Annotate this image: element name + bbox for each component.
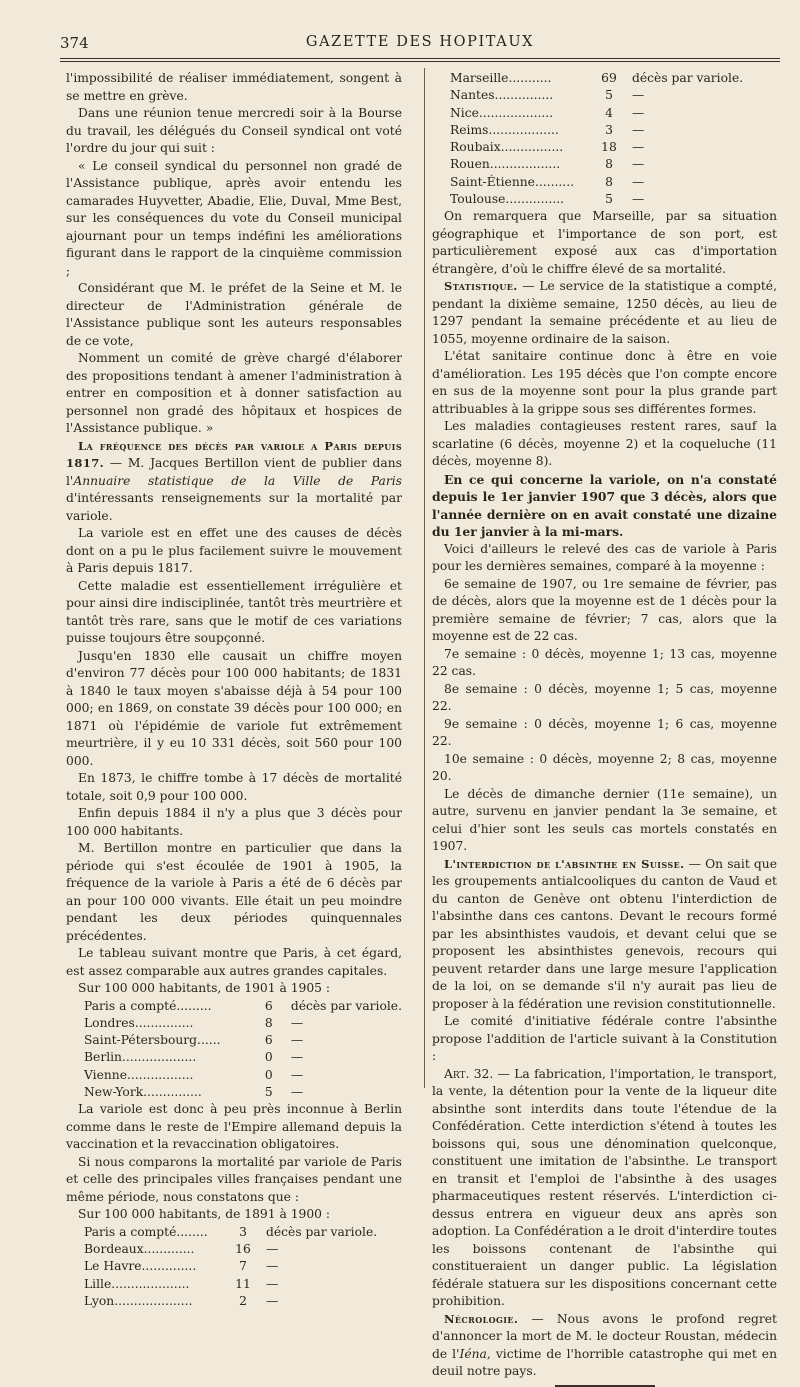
unit-cell: décès par variole. [290, 998, 402, 1013]
week-line: 7e semaine : 0 décès, moyenne 1; 13 cas, moyenne 22 cas. [432, 646, 777, 679]
header-rule-bottom [60, 61, 780, 62]
paragraph: M. Bertillon montre en particulier que dans la période qui s'est écoulée de 1901 à 1905, la fréquence de la variole à Paris a été de 6 décès par an pour 100 000 vivants. Elle était un peu moindre pendant les deux périodes quinquennales précédentes. [66, 841, 402, 943]
city-cell: Roubaix................ [450, 140, 564, 155]
table-row [84, 998, 402, 1015]
value-cell: 3 [239, 1224, 247, 1239]
paragraph: Enfin depuis 1884 il n'y a plus que 3 décès pour 100 000 habitants. [66, 806, 402, 838]
unit-cell: — [632, 192, 645, 207]
table-row [450, 87, 743, 104]
table-row [450, 174, 743, 191]
table-row [84, 1258, 377, 1275]
unit-cell: — [632, 88, 645, 103]
value-cell: 0 [264, 1050, 273, 1065]
table-row [84, 1049, 402, 1066]
city-cell: Paris a compté......... [84, 998, 212, 1013]
city-cell: Bordeaux............. [84, 1242, 195, 1257]
value-cell: 18 [601, 140, 617, 155]
value-cell: 11 [235, 1276, 251, 1291]
table-row [84, 1224, 377, 1241]
city-cell: Nice................... [450, 105, 554, 120]
value-cell: 16 [235, 1242, 251, 1257]
french-cities-table [84, 1224, 377, 1310]
paragraph: Nomment un comité de grève chargé d'élaborer des propositions tendant à amener l'administration à entrer en composition et à donner satisfaction au personnel non gradé des hôpitaux et hospices de l'Assistance publique. » [66, 351, 402, 435]
left-column [66, 70, 402, 1310]
text-run: — On sait que les groupements antialcooliques du canton de Vaud et du canton de Genève ont obtenu l'interdiction de l'absinthe dans ces cantons. Devant le recours formé par les absinthistes vaudois, et devant celui que se proposent les absinthistes genevois, recours qui peuvent retarder dans une large mesure l'application de la loi, on se demande s'il n'y aurait pas lieu de proposer à la fédération une revision constitutionnelle. [432, 856, 777, 1011]
value-cell: 0 [264, 1067, 273, 1082]
text-run: , victime de l'horrible catastrophe qui met en deuil notre pays. [432, 1346, 777, 1379]
unit-cell: — [290, 1084, 304, 1099]
city-cell: Lille.................... [84, 1276, 190, 1291]
article-label: Art. 32. [444, 1066, 494, 1081]
text-run: — Le service de la statistique a compté, pendant la dixième semaine, 1250 décès, au lieu de 1297 pendant la semaine précédente et au lieu de 1055, moyenne ordinaire de la saison. [432, 279, 777, 346]
unit-cell: — [266, 1293, 279, 1308]
paragraph: Si nous comparons la mortalité par variole de Paris et celle des principales villes françaises pendant une même période, nous constatons que : [66, 1154, 402, 1204]
city-cell: Berlin................... [84, 1050, 197, 1065]
table-row [84, 1084, 402, 1101]
unit-cell: décès par variole. [266, 1224, 378, 1239]
paragraph: Cette maladie est essentiellement irrégulière et pour ainsi dire indisciplinée, tantôt très meurtrière et tantôt très rare, sans que le motif de ces variations puisse toujours être soupçonné. [66, 578, 402, 645]
section-variole [66, 438, 402, 526]
text-run: d'intéressants renseignements sur la mortalité par variole. [66, 491, 402, 523]
paragraph: « Le conseil syndical du personnel non gradé de l'Assistance publique, après avoir entendu les camarades Huyvetter, Abadie, Elie, Duval, Mme Best, sur les conséquences du vote du Conseil municipal ajournant pour un temps indéfini les améliorations figurant dans le rapport de la cinquième commission ; [66, 158, 402, 278]
unit-cell: — [290, 1033, 304, 1048]
city-cell: Nantes............... [450, 88, 554, 103]
journal-title: GAZETTE DES HOPITAUX [305, 34, 535, 50]
paragraph: Les maladies contagieuses restent rares, sauf la scarlatine (6 décès, moyenne 2) et la coqueluche (11 décès, moyenne 8). [432, 419, 777, 469]
paragraph: Le décès de dimanche dernier (11e semaine), un autre, survenu en janvier pendant la 3e semaine, et celui d'hier sont les seuls cas mortels constatés en 1907. [432, 786, 777, 854]
table-row [84, 1241, 377, 1258]
table-row [450, 139, 743, 156]
text-run: — La fabrication, l'importation, le transport, la vente, la détention pour la vente de la liqueur dite absinthe sont interdits dans toute l'étendue de la Confédération. Cette interdiction s'étend à toutes les boissons qui, sous une dénomination quelconque, constituent une imitation de l'absinthe. Le transport en transit et l'emploi de l'absinthe à des usages pharmaceutiques restent réservés. L'interdiction ci-dessus entrera en vigueur deux ans après son adoption. La Confédération a le droit d'interdire toutes les boissons contenant de l'absinthe qui constitueraient un danger public. La législation fédérale statuera sur les dispositions concernant cette prohibition. [432, 1066, 777, 1309]
header-rule-top [60, 58, 780, 59]
unit-cell: — [632, 122, 645, 137]
paragraph: l'impossibilité de réaliser immédiatement, songent à se mettre en grève. [66, 71, 402, 103]
unit-cell: — [632, 174, 645, 189]
value-cell: 5 [605, 88, 613, 103]
unit-cell: — [632, 157, 645, 172]
table-row [450, 105, 743, 122]
table-row [450, 122, 743, 139]
paragraph: Sur 100 000 habitants, de 1891 à 1900 : [78, 1207, 331, 1222]
table-row [450, 156, 743, 173]
section-absinthe [432, 856, 777, 1014]
paragraph: Sur 100 000 habitants, de 1901 à 1905 : [78, 981, 331, 995]
paragraph: Jusqu'en 1830 elle causait un chiffre moyen d'environ 77 décès pour 100 000 habitants; de 1831 à 1840 le taux moyen s'abaisse déjà à 54 pour 100 000; en 1869, on constate 39 décès pour 100 000; en 1871 où l'épidémie de variole fut extrêmement meurtrière, il y eu 10 331 décès, soit 560 pour 100 000. [66, 648, 402, 768]
value-cell: 6 [264, 998, 273, 1013]
value-cell: 3 [605, 122, 613, 137]
right-column [432, 70, 777, 1387]
unit-cell: — [290, 1067, 304, 1082]
week-line: 10e semaine : 0 décès, moyenne 2; 8 cas, moyenne 20. [432, 751, 777, 784]
paragraph: L'état sanitaire continue donc à être en voie d'amélioration. Les 195 décès que l'on compte encore en sus de la moyenne sont pour la plus grande part attribuables à la grippe sous ses différentes formes. [432, 349, 777, 416]
table-row [450, 70, 743, 87]
table-row [84, 1015, 402, 1032]
value-cell: 4 [605, 105, 613, 120]
week-line: 8e semaine : 0 décès, moyenne 1; 5 cas, moyenne 22. [432, 681, 777, 714]
section-heading: Nécrologie. [444, 1311, 519, 1326]
paragraph: Le tableau suivant montre que Paris, à cet égard, est assez comparable aux autres grandes capitales. [66, 946, 402, 978]
city-cell: Vienne................. [84, 1067, 194, 1082]
paragraph: La variole est en effet une des causes de décès dont on a pu le plus facilement suivre le mouvement à Paris depuis 1817. [66, 526, 402, 575]
page-header [60, 30, 780, 56]
paragraph: Le comité d'initiative fédérale contre l'absinthe propose l'addition de l'article suivant à la Constitution : [432, 1014, 777, 1064]
page-number: 374 [60, 34, 89, 52]
city-cell: Toulouse............... [450, 192, 565, 207]
paragraph: Dans une réunion tenue mercredi soir à la Bourse du travail, les délégués du Conseil syndical ont voté l'ordre du jour qui suit : [66, 106, 402, 155]
unit-cell: — [632, 105, 645, 120]
table-row [450, 191, 743, 208]
article-32 [432, 1066, 777, 1311]
capitals-table [84, 998, 402, 1102]
paragraph: En ce qui concerne la variole, on n'a constaté depuis le 1er janvier 1907 que 3 décès, alors que l'année dernière on en avait constaté une dizaine du 1er janvier à la mi-mars. [432, 471, 777, 540]
value-cell: 2 [239, 1293, 247, 1308]
city-cell: Saint-Pétersbourg...... [84, 1033, 221, 1048]
city-cell: Paris a compté........ [84, 1224, 208, 1239]
section-heading: La fréquence des décès par variole a Paris depuis 1817. [66, 438, 402, 470]
paragraph: On remarquera que Marseille, par sa situation géographique et l'importance de son port, est particulièrement exposé aux cas d'importation étrangère, d'où le chiffre élevé de sa mortalité. [432, 209, 777, 276]
table-row [84, 1276, 377, 1293]
city-cell: Saint-Étienne.......... [450, 174, 575, 189]
text-run: — M. Jacques Bertillon vient de publier dans l' [66, 456, 402, 488]
city-cell: Le Havre.............. [84, 1259, 197, 1274]
unit-cell: décès par variole. [632, 71, 744, 85]
section-heading: L'interdiction de l'absinthe en Suisse. [444, 856, 685, 871]
table-row [84, 1293, 377, 1310]
paragraph: En 1873, le chiffre tombe à 17 décès de mortalité totale, soit 0,9 pour 100 000. [66, 771, 402, 803]
value-cell: 8 [605, 174, 613, 189]
week-line: 9e semaine : 0 décès, moyenne 1; 6 cas, moyenne 22. [432, 716, 777, 749]
unit-cell: — [266, 1259, 279, 1274]
city-cell: Rouen.................. [450, 157, 561, 172]
value-cell: 5 [605, 192, 613, 207]
text-run: — Nous avons le profond regret d'annoncer la mort de M. le docteur Roustan, médecin de l' [432, 1311, 777, 1361]
value-cell: 5 [264, 1084, 273, 1099]
ship-name: Iéna [459, 1346, 487, 1361]
unit-cell: — [290, 1015, 304, 1030]
section-necrologie [432, 1311, 777, 1381]
paragraph: Considérant que M. le préfet de la Seine et M. le directeur de l'Administration générale de l'Assistance publique sont les auteurs responsables de ce vote, [66, 281, 402, 348]
french-cities-table-continued [450, 70, 743, 208]
publication-title: Annuaire statistique de la Ville de Paris [73, 473, 402, 488]
value-cell: 7 [239, 1259, 247, 1274]
city-cell: Marseille........... [450, 71, 552, 85]
value-cell: 6 [264, 1033, 273, 1048]
unit-cell: — [632, 140, 645, 155]
paragraph: La variole est donc à peu près inconnue à Berlin comme dans le reste de l'Empire allemand depuis la vaccination et la revaccination obligatoires. [66, 1102, 402, 1152]
table-row [84, 1032, 402, 1049]
column-divider [424, 68, 425, 1088]
paragraph: 6e semaine de 1907, ou 1re semaine de février, pas de décès, alors que la moyenne est de 1 décès pour la première semaine de février; 7 cas, alors que la moyenne est de 22 cas. [432, 576, 777, 644]
city-cell: New-York............... [84, 1084, 202, 1099]
city-cell: Londres............... [84, 1015, 194, 1030]
table-row [84, 1067, 402, 1084]
value-cell: 8 [605, 157, 613, 172]
city-cell: Reims.................. [450, 122, 559, 137]
section-heading: Statistique. [444, 279, 518, 294]
unit-cell: — [266, 1276, 279, 1291]
unit-cell: — [266, 1242, 279, 1257]
city-cell: Lyon.................... [84, 1293, 193, 1308]
paragraph: Voici d'ailleurs le relevé des cas de variole à Paris pour les dernières semaines, comparé à la moyenne : [432, 541, 777, 574]
section-statistique [432, 278, 777, 348]
value-cell: 69 [601, 71, 617, 85]
unit-cell: — [290, 1050, 304, 1065]
value-cell: 8 [264, 1015, 273, 1030]
